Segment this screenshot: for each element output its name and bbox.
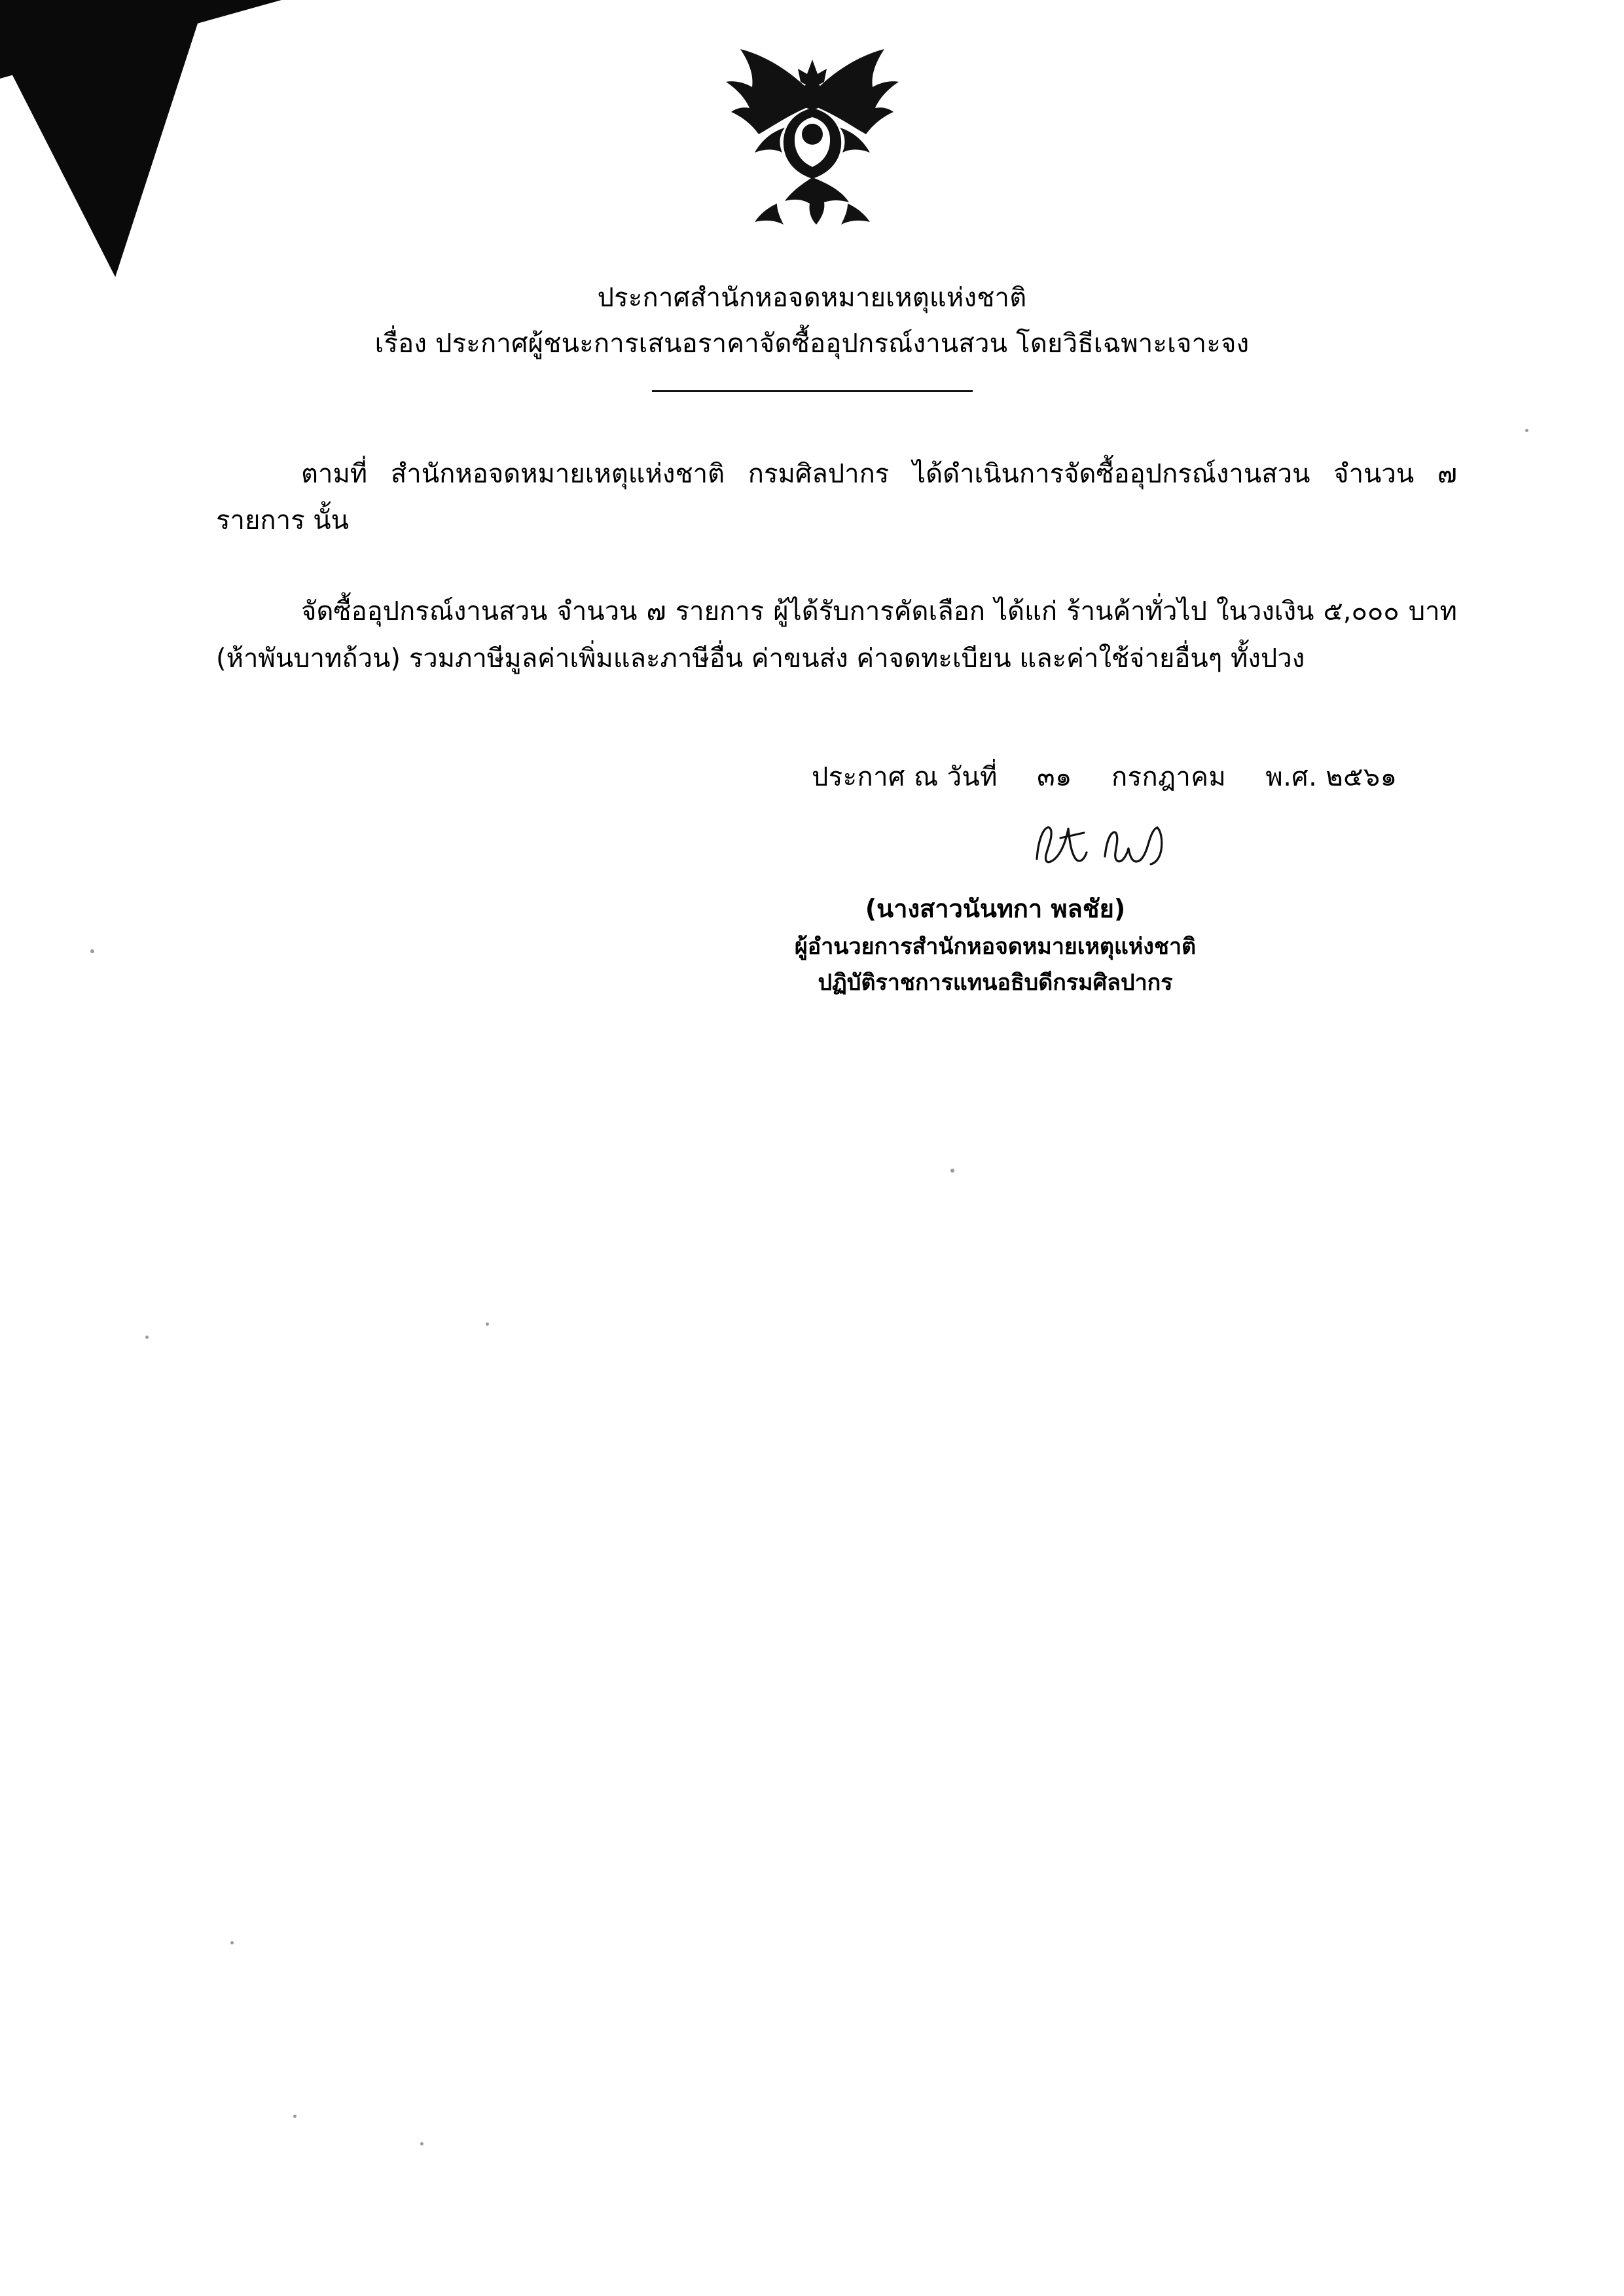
date-year-prefix: พ.ศ. <box>1265 761 1318 792</box>
date-day: ๓๑ <box>1037 761 1072 792</box>
signer-name: (นางสาวนันทกา พลชัย) <box>865 894 1126 923</box>
signer-role-line-1: ผู้อำนวยการสำนักหอจดหมายเหตุแห่งชาติ <box>794 934 1197 960</box>
signature-area <box>0 816 1624 889</box>
paragraph-1: ตามที่ สำนักหอจดหมายเหตุแห่งชาติ กรมศิลปากร ได้ดำเนินการจัดซื้ออุปกรณ์งานสวน จำนวน ๗ รายการ นั้น <box>216 459 1457 536</box>
document-body <box>0 275 1624 1001</box>
scan-speck <box>145 1336 149 1339</box>
paragraph-2: จัดซื้ออุปกรณ์งานสวน จำนวน ๗ รายการ ผู้ได้รับการคัดเลือก ได้แก่ ร้านค้าทั่วไป ในวงเงิน ๕,๐๐๐ บาท (ห้าพันบาทถ้วน) รวมภาษีมูลค่าเพิ่มและภาษีอื่น ค่าขนส่ง ค่าจดทะเบียน และค่าใช้จ่ายอื่นๆ ทั้งปวง <box>216 596 1457 674</box>
document-title <box>0 275 1624 367</box>
title-divider <box>652 390 973 392</box>
date-year: ๒๕๖๑ <box>1326 761 1398 792</box>
scan-speck <box>420 2142 424 2145</box>
scan-speck <box>293 2115 297 2118</box>
signer-block <box>550 889 1441 1002</box>
scan-speck <box>486 1322 489 1326</box>
date-prefix: ประกาศ ณ วันที่ <box>812 761 998 792</box>
scan-speck <box>1525 429 1528 432</box>
signature-mark <box>1028 816 1178 881</box>
scan-speck <box>230 1941 234 1944</box>
date-line <box>0 756 1624 797</box>
scan-speck <box>950 1169 954 1173</box>
date-month: กรกฎาคม <box>1111 761 1227 792</box>
garuda-emblem <box>714 36 911 252</box>
signer-role-line-2: ปฏิบัติราชการแทนอธิบดีกรมศิลปากร <box>818 970 1173 996</box>
title-line-2: เรื่อง ประกาศผู้ชนะการเสนอราคาจัดซื้ออุปกรณ์งานสวน โดยวิธีเฉพาะเจาะจง <box>374 329 1250 359</box>
scan-speck <box>90 949 94 953</box>
title-line-1: ประกาศสำนักหอจดหมายเหตุแห่งชาติ <box>597 283 1027 313</box>
